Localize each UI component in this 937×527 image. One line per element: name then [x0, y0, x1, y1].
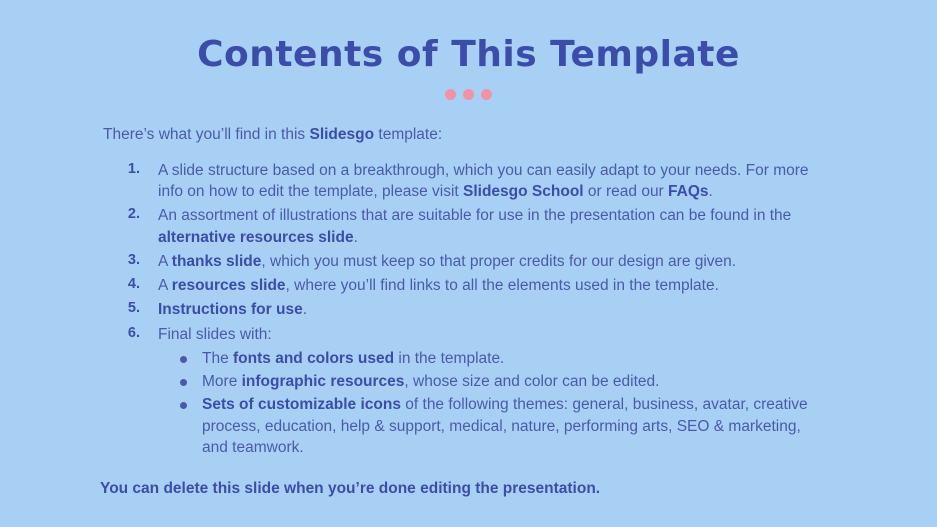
list-item: Instructions for use. [158, 301, 307, 319]
dot-icon [463, 89, 474, 100]
page-title: Contents of This Template [197, 34, 740, 75]
contents-list [0, 160, 937, 458]
intro-text: There’s what you’ll find in this Slidesgo template: [103, 126, 443, 143]
sub-list-item: More infographic resources, whose size and color can be edited. [158, 371, 837, 392]
sub-list-item: Sets of customizable icons of the following themes: general, business, avatar, creative process, education, help & support, medical, nature, performing arts, SEO & marketing, and teamwork. [158, 394, 837, 458]
sub-list-item: The fonts and colors used in the template. [158, 348, 837, 369]
list-item: A thanks slide, which you must keep so that proper credits for our design are given. [158, 252, 737, 270]
list-item: A slide structure based on a breakthrough, which you can easily adapt to your needs. For more info on how to edit the template, please visit Slidesgo School or read our FAQs. [158, 162, 809, 201]
dot-icon [481, 89, 492, 100]
list-item-label: Final slides with: [158, 325, 272, 343]
decorative-dots [0, 89, 937, 100]
list-item: An assortment of illustrations that are suitable for use in the presentation can be found in the alternative resources slide. [158, 207, 792, 246]
dot-icon [445, 89, 456, 100]
contents-sub-list [158, 348, 837, 458]
list-item: A resources slide, where you’ll find links to all the elements used in the template. [158, 277, 719, 295]
delete-slide-note: You can delete this slide when you’re done editing the presentation. [100, 480, 601, 498]
list-item [0, 324, 937, 458]
